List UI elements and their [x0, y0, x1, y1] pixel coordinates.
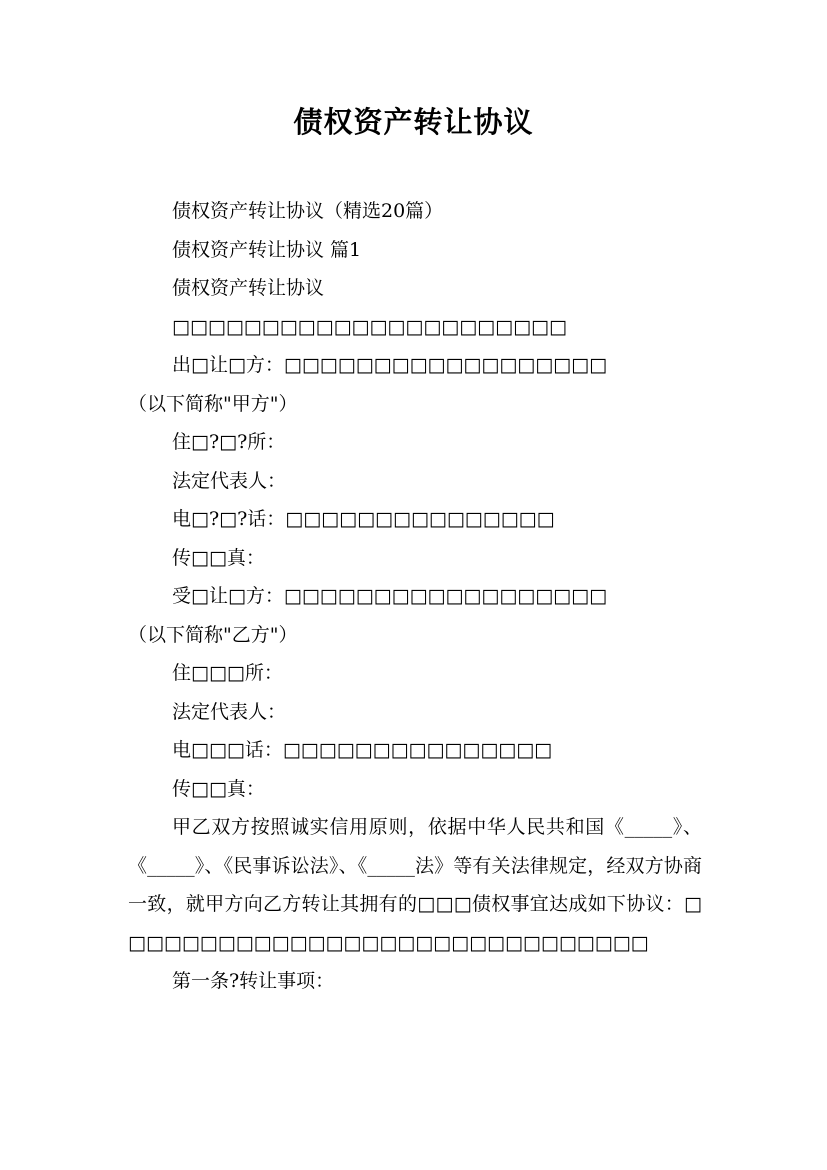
document-title: 债权资产转让协议 — [293, 105, 534, 139]
party-a-alias-line: （以下简称"甲方"） — [128, 392, 298, 415]
party-a-address-line: 住□?□?所： — [172, 431, 286, 453]
agreement-paragraph: 甲乙双方按照诚实信用原则，依据中华人民共和国《_____》、《_____》、《民事诉讼法》、《_____法》等有关法律规定，经双方协商一致，就甲方向乙方转让其拥有的□□□债权事宜达成如下协议：□□□□□□□□□□□□□□□□□□□□□□□□□□□□□□ — [128, 816, 702, 954]
party-b-address-line: 住□□□所： — [172, 662, 283, 684]
subtitle-line: 债权资产转让协议（精选20篇） — [172, 200, 444, 222]
article-one-heading: 第一条?转让事项： — [172, 970, 335, 992]
party-b-representative-line: 法定代表人： — [172, 700, 287, 723]
party-a-representative-line: 法定代表人： — [172, 469, 287, 492]
party-a-fax-line: 传□□真： — [172, 546, 265, 569]
placeholder-line: □□□□□□□□□□□□□□□□□□□□□□ — [172, 315, 567, 338]
party-b-alias-line: （以下简称"乙方"） — [128, 623, 298, 646]
transferee-line: 受□让□方：□□□□□□□□□□□□□□□□□□ — [172, 585, 608, 607]
party-a-phone-line: 电□?□?话：□□□□□□□□□□□□□□□ — [172, 508, 555, 530]
party-b-fax-line: 传□□真： — [172, 777, 265, 800]
section-heading: 债权资产转让协议 篇1 — [172, 238, 362, 261]
party-b-phone-line: 电□□□话：□□□□□□□□□□□□□□□ — [172, 739, 553, 761]
agreement-name-line: 债权资产转让协议 — [172, 277, 325, 299]
document-body — [128, 192, 702, 1001]
transferor-line: 出□让□方：□□□□□□□□□□□□□□□□□□ — [172, 354, 608, 376]
